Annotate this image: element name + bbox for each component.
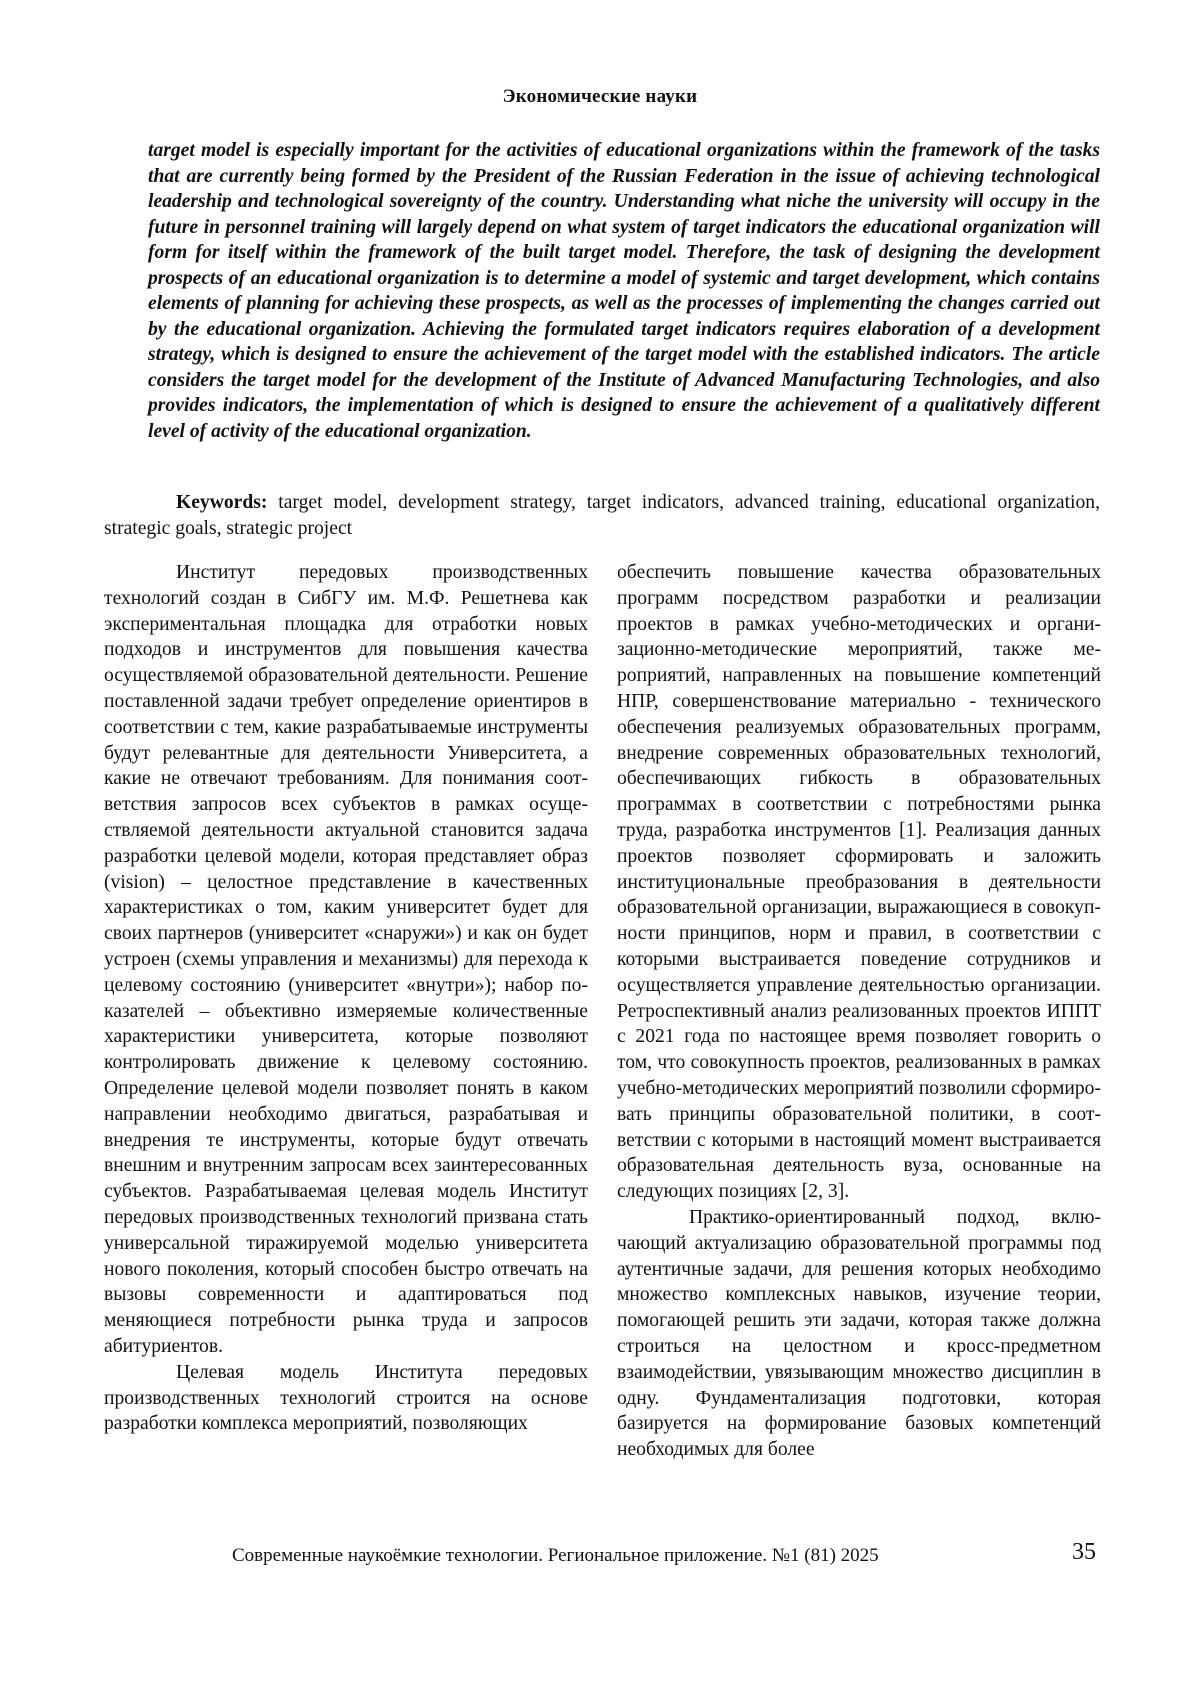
page-footer xyxy=(104,1539,1100,1573)
keywords-label: Keywords: xyxy=(176,492,268,513)
abstract-text: target model is especially important for the activities of educational organizations within the framework of the tasks that are currently being formed by the President of the Russian Federation in the issue of achieving technological leadership and technological sovereignty of the country. Understanding what niche the university will occupy in the future in personnel training will largely depend on what system of target indicators the educational organization will form for itself within the framework of the built target model. Therefore, the task of designing the development prospects of an educational organization is to determine a model of systemic and target development, which contains elements of planning for achieving these prospects, as well as the processes of implementing the changes carried out by the educational organization. Achieving the formulated target indicators requires elaboration of a development strategy, which is designed to ensure the achievement of the target model with the established indicators. The article considers the target model for the development of the Institute of Advanced Manufacturing Technologies, and also provides indicators, the implementation of which is designed to ensure the achievement of a qualitatively different level of activity of the educational organization. xyxy=(148,140,1100,442)
left-column xyxy=(104,560,588,1437)
journal-title: Современные наукоёмкие технологии. Региональное приложение. №1 (81) 2025 xyxy=(232,1545,879,1566)
keywords xyxy=(104,490,1100,541)
keywords-text: target model, development strategy, target indicators, advanced training, educational organization, strategic goals, strategic project xyxy=(104,492,1100,539)
right-column xyxy=(617,560,1101,1463)
section-title: Экономические науки xyxy=(502,86,698,107)
left-paragraph-1: Институт передовых производственных технологий создан в СибГУ им. М.Ф. Решетнева как экспериментальная площадка для отработки новых подходов и инструментов для повышения качества осуществляемой образовательной деятельности. Решение поставленной задачи требует определение ориентиров в соответствии с тем, какие разрабатываемые инструменты будут релевантные для деятельности Университета, а какие не отвечают требованиям. Для понимания соответствия запросов всех субъектов в рамках осуществляемой деятельности актуальной становится задача разработки целевой модели, которая представляет образ (vision) – целостное представление в качественных характеристиках о том, каким университет будет для своих партнеров (университет «снаружи») и как он будет устроен (схемы управления и механизмы) для перехода к целевому состоянию (университет «внутри»); набор показателей – объективно измеряемые количественные характеристики университета, которые позволяют контролировать движение к целевому состоянию. Определение целевой модели позволяет понять в каком направлении необходимо двигаться, разрабатывая и внедрения те инструменты, которые будут отвечать внешним и внутренним запросам всех заинтересованных субъектов. Разрабатываемая целевая модель Институт передовых производственных технологий призвана стать универсальной тиражируемой моделью университета нового поколения, который способен быстро отвечать на вызовы современности и адаптироваться под меняющиеся потребности рынка труда и запросов абитуриентов. xyxy=(104,562,588,1357)
right-paragraph-2: Практико-ориентированный подход, включающий актуализацию образовательной программы под аутентичные задачи, для решения которых необходимо множество комплексных навыков, изучение теории, помогающей решить эти задачи, которая также должна строиться на целостном и кросс-предметном взаимодействии, увязывающим множество дисциплин в одну. Фундаментализация подготовки, которая базируется на формирование базовых компетенций необходимых для более xyxy=(617,1206,1101,1461)
page-number: 35 xyxy=(1072,1539,1096,1565)
left-paragraph-2: Целевая модель Института передовых производственных технологий строится на основе разработки комплекса мероприятий, позволяющих xyxy=(104,1361,588,1435)
right-paragraph-1: обеспечить повышение качества образовательных программ посредством разработки и реализации проектов в рамках учебно-методических и организационно-методические мероприятий, также мероприятий, направленных на повышение компетенций НПР, совершенствование материально - технического обеспечения реализуемых образовательных программ, внедрение современных образовательных технологий, обеспечивающих гибкость в образовательных программах в соответствии с потребностями рынка труда, разработка инструментов [1]. Реализация данных проектов позволяет сформировать и заложить институциональные преобразования в деятельности образовательной организации, выражающиеся в совокупности принципов, норм и правил, в соответствии с которыми выстраивается поведение сотрудников и осуществляется управление деятельностью организации. Ретроспективный анализ реализованных проектов ИППТ с 2021 года по настоящее время позволяет говорить о том, что совокупность проектов, реализованных в рамках учебно-методических мероприятий позволили сформировать принципы образовательной политики, в соответствии с которыми в настоящий момент выстраивается образовательная деятельность вуза, основанные на следующих позициях [2, 3]. xyxy=(617,562,1101,1203)
